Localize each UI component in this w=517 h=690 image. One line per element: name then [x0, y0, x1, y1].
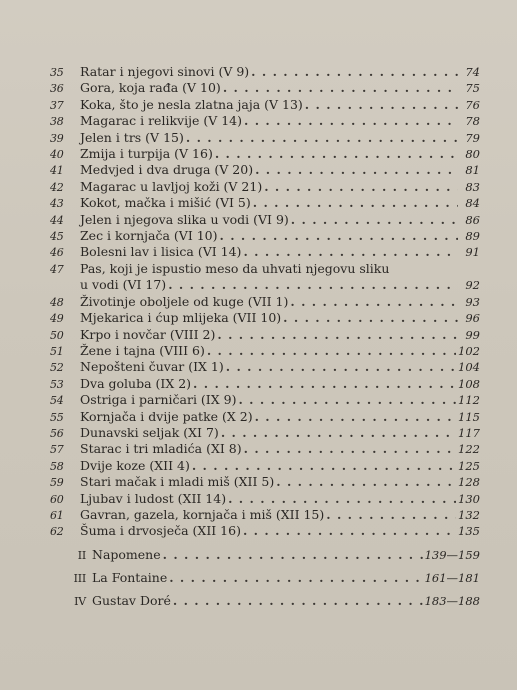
section-number: II	[77, 548, 86, 562]
entry-number: 59	[50, 476, 64, 490]
entry-title: Koka, što je nesla zlatna jaja (V 13)	[80, 96, 303, 112]
leader-dots	[226, 359, 456, 374]
leader-dots	[169, 570, 422, 585]
entry-page: 84	[465, 196, 480, 211]
entry-page: 78	[465, 114, 480, 129]
toc-entry	[50, 261, 480, 277]
leader-dots	[217, 327, 458, 342]
toc-entry	[50, 359, 480, 375]
toc-entry	[50, 441, 480, 457]
toc-entry	[50, 392, 480, 408]
entry-title: Magarac i relikvije (V 14)	[80, 113, 242, 129]
entry-title: Ostriga i parničari (IX 9)	[80, 392, 237, 408]
toc-entry	[50, 474, 480, 490]
toc-entry	[50, 294, 480, 310]
toc-entry	[50, 507, 480, 523]
entry-page: 92	[465, 278, 480, 293]
toc-entry	[50, 228, 480, 244]
section-title: Gustav Doré	[92, 592, 171, 608]
leader-dots	[243, 244, 458, 259]
entry-title: Žene i tajna (VIII 6)	[80, 342, 205, 358]
toc-entry	[50, 97, 480, 113]
toc-entry	[50, 310, 480, 326]
section-pages: 139—159	[424, 547, 480, 562]
toc-entry	[50, 376, 480, 392]
entry-page: 91	[465, 245, 480, 260]
entry-number: 54	[50, 394, 64, 408]
leader-dots	[207, 343, 456, 358]
entry-number: 38	[50, 115, 64, 129]
section-number: III	[73, 571, 86, 585]
toc-entry	[50, 146, 480, 162]
entry-page: 80	[465, 147, 480, 162]
entry-number: 51	[50, 344, 64, 358]
entry-title: Mjekarica i ćup mlijeka (VII 10)	[80, 310, 282, 326]
toc-entry	[50, 425, 480, 441]
toc-entry	[50, 458, 480, 474]
toc-entry	[50, 343, 480, 359]
leader-dots	[305, 97, 458, 112]
entry-number: 50	[50, 328, 64, 342]
leader-dots	[253, 195, 458, 210]
entry-title: Dunavski seljak (XI 7)	[80, 424, 219, 440]
toc-entry	[50, 130, 480, 146]
leader-dots	[228, 491, 456, 506]
leader-dots	[283, 310, 458, 325]
leader-dots	[173, 593, 423, 608]
toc-section	[50, 593, 480, 616]
entry-page: 96	[465, 311, 480, 326]
toc-entry	[50, 327, 480, 343]
entry-number: 43	[50, 197, 64, 211]
toc-entry	[50, 179, 480, 195]
entry-number: 55	[50, 410, 64, 424]
entry-page: 74	[465, 65, 480, 79]
entry-page: 130	[458, 491, 480, 506]
entry-title: Ljubav i ludost (XII 14)	[80, 490, 227, 506]
table-of-contents	[50, 64, 480, 616]
leader-dots	[326, 507, 456, 522]
leader-dots	[251, 64, 458, 79]
entry-title: Dva goluba (IX 2)	[80, 375, 192, 391]
entry-title: Kornjača i dvije patke (X 2)	[80, 408, 253, 424]
leader-dots	[220, 228, 458, 243]
entry-number: 42	[50, 180, 64, 194]
entry-page: 125	[458, 458, 480, 473]
entry-number: 57	[50, 443, 64, 457]
section-title: Napomene	[92, 546, 161, 562]
toc-entry	[50, 212, 480, 228]
entry-title: Gora, koja rađa (V 10)	[80, 80, 221, 96]
entry-number: 35	[50, 66, 64, 79]
entry-number: 62	[50, 525, 64, 539]
toc-section	[50, 570, 480, 593]
entry-page: 132	[458, 507, 480, 522]
entry-page: 102	[458, 343, 480, 358]
entry-number: 36	[50, 82, 64, 96]
leader-dots	[291, 212, 458, 227]
entry-number: 61	[50, 508, 64, 522]
entry-title-continuation: u vodi (VI 17)	[80, 277, 167, 293]
entry-page: 76	[465, 97, 480, 112]
toc-entry	[50, 409, 480, 425]
section-title: La Fontaine	[92, 569, 168, 585]
toc-entry	[50, 244, 480, 260]
entry-title: Zmija i turpija (V 16)	[80, 146, 213, 162]
entry-page: 99	[465, 327, 480, 342]
leader-dots	[276, 474, 456, 489]
section-pages: 183—188	[424, 593, 480, 608]
section-number: IV	[74, 594, 86, 608]
leader-dots	[192, 458, 456, 473]
entry-page: 79	[465, 130, 480, 145]
entry-title: Kokot, mačka i mišić (VI 5)	[80, 195, 251, 211]
entry-title: Bolesni lav i lisica (VI 14)	[80, 244, 242, 260]
entry-title: Ratar i njegovi sinovi (V 9)	[80, 64, 250, 79]
entry-number: 37	[50, 98, 64, 112]
entry-title: Medvjed i dva druga (V 20)	[80, 162, 254, 178]
toc-entry-continuation	[50, 277, 480, 293]
leader-dots	[290, 294, 458, 309]
entry-number: 56	[50, 426, 64, 440]
leader-dots	[221, 425, 456, 440]
entry-number: 41	[50, 164, 64, 178]
entry-number: 46	[50, 246, 64, 260]
leader-dots	[264, 179, 458, 194]
leader-dots	[186, 130, 458, 145]
entry-title: Magarac u lavljoj koži (V 21)	[80, 178, 263, 194]
entry-page: 115	[458, 409, 480, 424]
section-spacer	[50, 540, 480, 547]
leader-dots	[238, 392, 456, 407]
entry-page: 86	[465, 212, 480, 227]
entry-title: Jelen i njegova slika u vodi (VI 9)	[80, 211, 289, 227]
toc-entry	[50, 113, 480, 129]
toc-entry	[50, 491, 480, 507]
leader-dots	[243, 523, 456, 538]
entry-title: Stari mačak i mladi miš (XII 5)	[80, 474, 275, 490]
entry-page: 117	[458, 425, 480, 440]
entry-page: 83	[465, 179, 480, 194]
entry-number: 49	[50, 312, 64, 326]
entry-title: Gavran, gazela, kornjača i miš (XII 15)	[80, 506, 325, 522]
entry-number: 39	[50, 131, 64, 145]
entry-title: Zec i kornjača (VI 10)	[80, 228, 218, 244]
entry-page: 75	[465, 81, 480, 96]
entry-page: 135	[458, 524, 480, 539]
entry-number: 60	[50, 492, 64, 506]
leader-dots	[223, 80, 458, 95]
entry-number: 53	[50, 377, 64, 391]
leader-dots	[255, 162, 458, 177]
toc-section	[50, 547, 480, 570]
entry-page: 112	[458, 393, 480, 408]
toc-entry	[50, 195, 480, 211]
section-pages: 161—181	[424, 570, 480, 585]
entry-page: 122	[458, 442, 480, 457]
entry-number: 45	[50, 230, 64, 244]
entry-number: 47	[50, 262, 64, 276]
entry-title: Starac i tri mladića (XI 8)	[80, 441, 242, 457]
toc-entry	[50, 162, 480, 178]
entry-title: Jelen i trs (V 15)	[80, 129, 184, 145]
leader-dots	[255, 409, 456, 424]
entry-number: 48	[50, 295, 64, 309]
entry-page: 104	[458, 360, 480, 375]
leader-dots	[244, 441, 456, 456]
entry-title: Pas, koji je ispustio meso da uhvati njegovu sliku	[80, 260, 390, 276]
leader-dots	[163, 547, 423, 562]
entry-title: Dvije koze (XII 4)	[80, 457, 190, 473]
toc-entry	[50, 64, 480, 80]
entry-title: Šuma i drvosječa (XII 16)	[80, 523, 241, 539]
leader-dots	[168, 277, 458, 292]
entry-number: 40	[50, 148, 64, 162]
leader-dots	[244, 113, 458, 128]
entry-number: 44	[50, 213, 64, 227]
entry-number: 52	[50, 361, 64, 375]
leader-dots	[193, 376, 456, 391]
toc-entry	[50, 523, 480, 539]
entry-page: 93	[465, 294, 480, 309]
entry-title: Krpo i novčar (VIII 2)	[80, 326, 216, 342]
entry-page: 108	[458, 376, 480, 391]
entry-title: Životinje oboljele od kuge (VII 1)	[80, 293, 289, 309]
entry-title: Nepošteni čuvar (IX 1)	[80, 359, 224, 375]
entry-page: 128	[458, 475, 480, 490]
entry-page: 81	[465, 163, 480, 178]
entry-number: 58	[50, 459, 64, 473]
entry-page: 89	[465, 229, 480, 244]
leader-dots	[215, 146, 458, 161]
toc-entry	[50, 80, 480, 96]
